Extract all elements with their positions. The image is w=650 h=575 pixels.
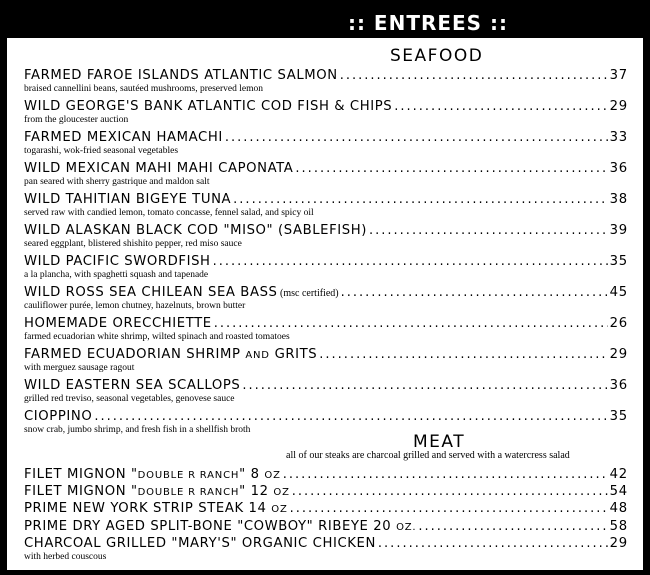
- item-description: togarashi, wok-fried seasonal vegetables: [24, 146, 179, 156]
- seafood-heading: SEAFOOD: [390, 46, 484, 66]
- menu-item: [24, 347, 628, 373]
- item-name-part: DOUBLE R RANCH: [137, 470, 240, 481]
- item-name: [24, 130, 223, 145]
- item-price: 35: [609, 409, 628, 424]
- item-price: 26: [609, 316, 628, 331]
- item-name: [24, 316, 212, 331]
- menu-item: [24, 501, 628, 519]
- item-name: [24, 467, 281, 482]
- item-name: [24, 99, 392, 114]
- item-price: 37: [609, 68, 628, 83]
- item-price: 29: [609, 347, 628, 362]
- item-name-part: WILD ALASKAN BLACK COD "MISO" (SABLEFISH): [24, 223, 368, 238]
- dot-leader: [283, 467, 608, 482]
- dot-leader: [292, 484, 608, 499]
- item-name-part: WILD GEORGE'S BANK ATLANTIC COD FISH & CHIPS: [24, 99, 393, 114]
- dot-leader: [378, 536, 608, 551]
- item-name-part: WILD ROSS SEA CHILEAN SEA BASS: [24, 285, 278, 300]
- item-name-part: CHARCOAL GRILLED "MARY'S" ORGANIC CHICKEN: [24, 535, 376, 551]
- item-name-part: WILD MEXICAN MAHI MAHI CAPONATA: [24, 161, 294, 176]
- item-price: 36: [609, 378, 628, 393]
- item-name-part: FILET MIGNON ": [24, 484, 138, 500]
- dot-leader: [290, 501, 608, 516]
- dot-leader: [295, 161, 607, 176]
- item-name-part: WILD PACIFIC SWORDFISH: [24, 254, 211, 269]
- dot-leader: [394, 99, 607, 114]
- item-description: braised cannellini beans, sautéed mushrooms, preserved lemon: [24, 84, 264, 94]
- item-name-part: WILD TAHITIAN BIGEYE TUNA: [24, 192, 232, 207]
- dot-leader: [242, 378, 607, 393]
- item-price: 35: [609, 254, 628, 269]
- item-price: 58: [609, 518, 628, 534]
- item-name: [24, 285, 339, 300]
- item-description: cauliflower purée, lemon chutney, hazelnuts, brown butter: [24, 301, 246, 311]
- item-name-part: FARMED FAROE ISLANDS ATLANTIC SALMON: [24, 68, 338, 83]
- dot-leader: [94, 409, 607, 424]
- item-name-part: WILD EASTERN SEA SCALLOPS: [24, 378, 241, 393]
- menu-item: [24, 192, 628, 218]
- item-name: [24, 484, 290, 499]
- item-name: [24, 347, 317, 362]
- item-name-part: PRIME DRY AGED SPLIT-BONE "COWBOY" RIBEYE 20: [24, 518, 397, 534]
- item-name-part: OZ.: [396, 521, 417, 533]
- item-price: 42: [609, 467, 628, 482]
- item-name-part: HOMEMADE ORECCHIETTE: [24, 316, 212, 331]
- item-description: grilled red treviso, seasonal vegetables, genovese sauce: [24, 394, 235, 404]
- item-name: [24, 161, 293, 176]
- item-price: 29: [609, 535, 628, 551]
- item-description: farmed ecuadorian white shrimp, wilted spinach and roasted tomatoes: [24, 332, 290, 342]
- menu-item: [24, 467, 628, 485]
- item-name: [24, 519, 416, 534]
- menu-item: [24, 161, 628, 187]
- item-name-part: FARMED ECUADORIAN SHRIMP: [24, 347, 246, 362]
- item-name-part: " 8: [239, 467, 265, 482]
- item-note: (msc certified): [277, 288, 339, 299]
- dot-leader: [233, 192, 607, 207]
- dot-leader: [319, 347, 607, 362]
- item-name: [24, 254, 211, 269]
- item-name-part: FARMED MEXICAN HAMACHI: [24, 130, 223, 145]
- dot-leader: [341, 285, 608, 300]
- menu-item: [24, 536, 628, 562]
- dot-leader: [369, 223, 608, 238]
- item-price: 54: [609, 484, 628, 500]
- dot-leader: [214, 316, 608, 331]
- item-price: 38: [609, 192, 628, 207]
- item-name: [24, 409, 92, 424]
- item-price: 48: [609, 501, 628, 517]
- item-name: [24, 536, 376, 551]
- dot-leader: [213, 254, 608, 269]
- item-description: pan seared with sherry gastrique and maldon salt: [24, 177, 210, 187]
- meat-heading: MEAT: [413, 432, 466, 452]
- menu-item: [24, 409, 628, 435]
- item-price: 36: [609, 161, 628, 176]
- item-price: 39: [609, 223, 628, 238]
- menu-item: [24, 484, 628, 502]
- item-name-part: OZ: [273, 487, 290, 499]
- menu-item: [24, 223, 628, 249]
- item-name: [24, 223, 367, 238]
- item-description: a la plancha, with spaghetti squash and tapenade: [24, 270, 209, 280]
- menu-item: [24, 285, 628, 311]
- item-name-part: DOUBLE R RANCH: [137, 487, 240, 499]
- dot-leader: [225, 130, 608, 145]
- menu-item: [24, 519, 628, 537]
- meat-note: all of our steaks are charcoal grilled and served with a watercress salad: [286, 450, 570, 461]
- item-name-part: OZ: [264, 470, 281, 481]
- item-name-part: PRIME NEW YORK STRIP STEAK 14: [24, 501, 272, 517]
- item-name-part: " 12: [239, 484, 274, 500]
- item-description: served raw with candied lemon, tomato concasse, fennel salad, and spicy oil: [24, 208, 314, 218]
- item-description: from the gloucester auction: [24, 115, 129, 125]
- entrees-banner: :: ENTREES ::: [347, 11, 509, 35]
- item-name: [24, 192, 231, 207]
- dot-leader: [340, 68, 608, 83]
- dot-leader: [418, 519, 607, 534]
- item-description: with herbed couscous: [24, 551, 107, 562]
- item-name-part: GRITS: [269, 347, 318, 362]
- item-description: seared eggplant, blistered shishito pepper, red miso sauce: [24, 239, 242, 249]
- item-name: [24, 501, 288, 516]
- item-name-part: CIOPPINO: [24, 409, 93, 424]
- item-price: 33: [609, 130, 628, 145]
- item-description: with merguez sausage ragout: [24, 363, 135, 373]
- item-price: 29: [609, 99, 628, 114]
- item-name: [24, 378, 240, 393]
- menu-item: [24, 99, 628, 125]
- menu-item: [24, 378, 628, 404]
- item-name-part: FILET MIGNON ": [24, 467, 138, 482]
- menu-item: [24, 316, 628, 342]
- item-name-part: OZ: [271, 504, 288, 516]
- menu-item: [24, 130, 628, 156]
- item-description: snow crab, jumbo shrimp, and fresh fish in a shellfish broth: [24, 425, 251, 435]
- menu-item: [24, 68, 628, 94]
- item-name-part: AND: [245, 350, 270, 361]
- item-price: 45: [609, 285, 628, 300]
- item-name: [24, 68, 338, 83]
- menu-item: [24, 254, 628, 280]
